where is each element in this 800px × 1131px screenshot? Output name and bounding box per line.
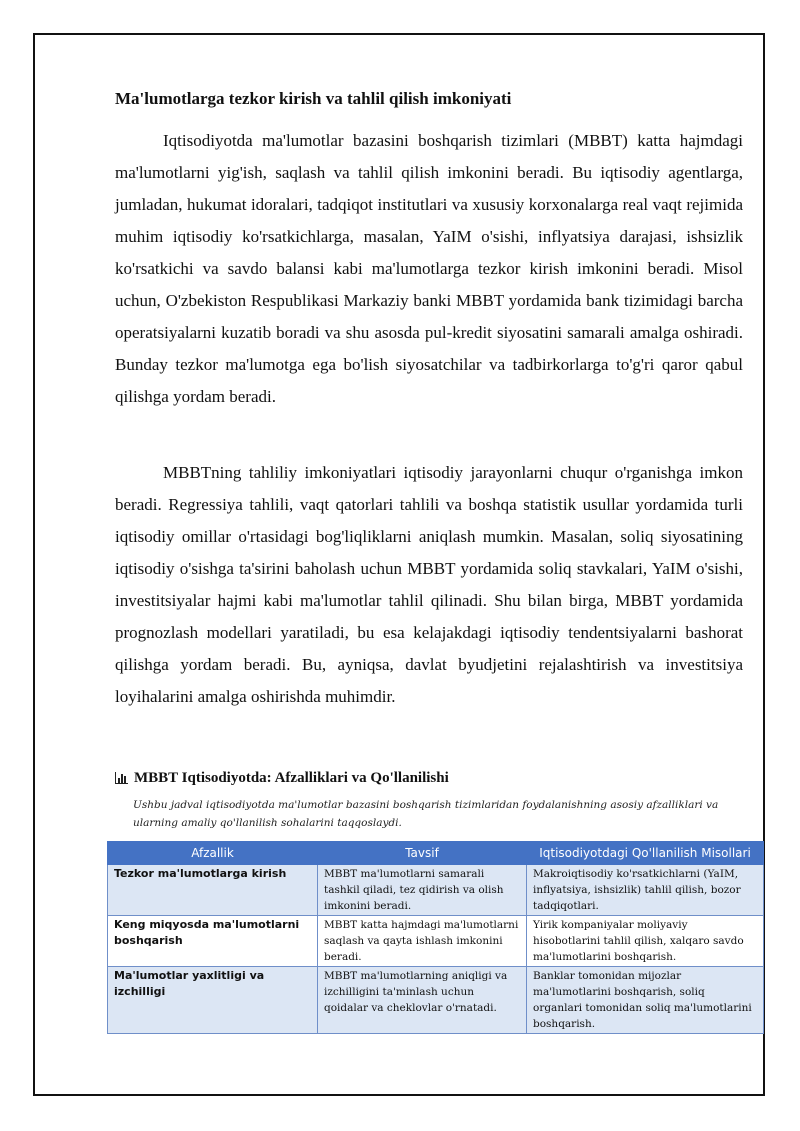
column-header: Tavsif bbox=[318, 842, 527, 865]
table-header-row bbox=[108, 842, 764, 865]
comparison-table bbox=[107, 841, 764, 1034]
table-row bbox=[108, 967, 764, 1034]
table-cell: Keng miqyosda ma'lumotlarni boshqarish bbox=[108, 916, 318, 967]
table-row bbox=[108, 865, 764, 916]
table-cell: MBBT ma'lumotlarning aniqligi va izchilligini ta'minlash uchun qoidalar va cheklovlar o'rnatadi. bbox=[318, 967, 527, 1034]
table-title: MBBT Iqtisodiyotda: Afzalliklari va Qo'llanilishi bbox=[134, 770, 449, 786]
column-header: Afzallik bbox=[108, 842, 318, 865]
table-caption: Ushbu jadval iqtisodiyotda ma'lumotlar bazasini boshqarish tizimlaridan foydalanishning asosiy afzalliklari va ularning amaliy qo'llanilish sohalarini taqqoslaydi. bbox=[133, 799, 719, 829]
table-cell: Makroiqtisodiy ko'rsatkichlarni (YaIM, inflyatsiya, ishsizlik) tahlil qilish, bozor tadqiqotlari. bbox=[527, 865, 764, 916]
table-cell: MBBT katta hajmdagi ma'lumotlarni saqlash va qayta ishlash imkonini beradi. bbox=[318, 916, 527, 967]
table-cell: MBBT ma'lumotlarni samarali tashkil qiladi, tez qidirish va olish imkonini beradi. bbox=[318, 865, 527, 916]
section-heading: Ma'lumotlarga tezkor kirish va tahlil qilish imkoniyati bbox=[115, 89, 512, 108]
table-cell: Ma'lumotlar yaxlitligi va izchilligi bbox=[108, 967, 318, 1034]
table-title-row bbox=[115, 768, 449, 788]
table-row bbox=[108, 916, 764, 967]
paragraph-2: MBBTning tahliliy imkoniyatlari iqtisodiy jarayonlarni chuqur o'rganishga imkon beradi. Regressiya tahlili, vaqt qatorlari tahlili va boshqa statistik usullar yordamida turli iqtisodiy omillar o'rtasidagi bog'liqliklarni aniqlash mumkin. Masalan, soliq siyosatining iqtisodiy o'sishga ta'sirini baholash uchun MBBT yordamida soliq stavkalari, YaIM o'sishi, investitsiyalar hajmi kabi ma'lumotlar tahlil qilinadi. Shu bilan birga, MBBT yordamida prognozlash modellari yaratiladi, bu esa kelajakdagi iqtisodiy tendentsiyalarni bashorat qilishga yordam beradi. Bu, ayniqsa, davlat byudjetini rejalashtirish va investitsiya loyihalarini amalga oshirishda muhimdir. bbox=[115, 463, 743, 706]
table-cell: Banklar tomonidan mijozlar ma'lumotlarini boshqarish, soliq organlari tomonidan soliq ma'lumotlarini boshqarish. bbox=[527, 967, 764, 1034]
column-header: Iqtisodiyotdagi Qo'llanilish Misollari bbox=[527, 842, 764, 865]
table-cell: Yirik kompaniyalar moliyaviy hisobotlarini tahlil qilish, xalqaro savdo ma'lumotlarini boshqarish. bbox=[527, 916, 764, 967]
paragraph-1: Iqtisodiyotda ma'lumotlar bazasini boshqarish tizimlari (MBBT) katta hajmdagi ma'lumotlarni yig'ish, saqlash va tahlil qilish imkonini beradi. Bu iqtisodiy agentlarga, jumladan, hukumat idoralari, tadqiqot institutlari va xususiy korxonalarga real vaqt rejimida muhim iqtisodiy ko'rsatkichlarga, masalan, YaIM o'sishi, inflyatsiya darajasi, ishsizlik ko'rsatkichi va savdo balansi kabi ma'lumotlarga tezkor kirish imkonini beradi. Misol uchun, O'zbekiston Respublikasi Markaziy banki MBBT yordamida bank tizimidagi barcha operatsiyalarni kuzatib boradi va shu asosda pul-kredit siyosatini samarali amalga oshiradi. Bunday tezkor ma'lumotga ega bo'lish siyosatchilar va tadbirkorlarga to'g'ri qaror qabul qilishga yordam beradi. bbox=[115, 131, 743, 406]
table-cell: Tezkor ma'lumotlarga kirish bbox=[108, 865, 318, 916]
bar-chart-icon bbox=[115, 772, 128, 784]
